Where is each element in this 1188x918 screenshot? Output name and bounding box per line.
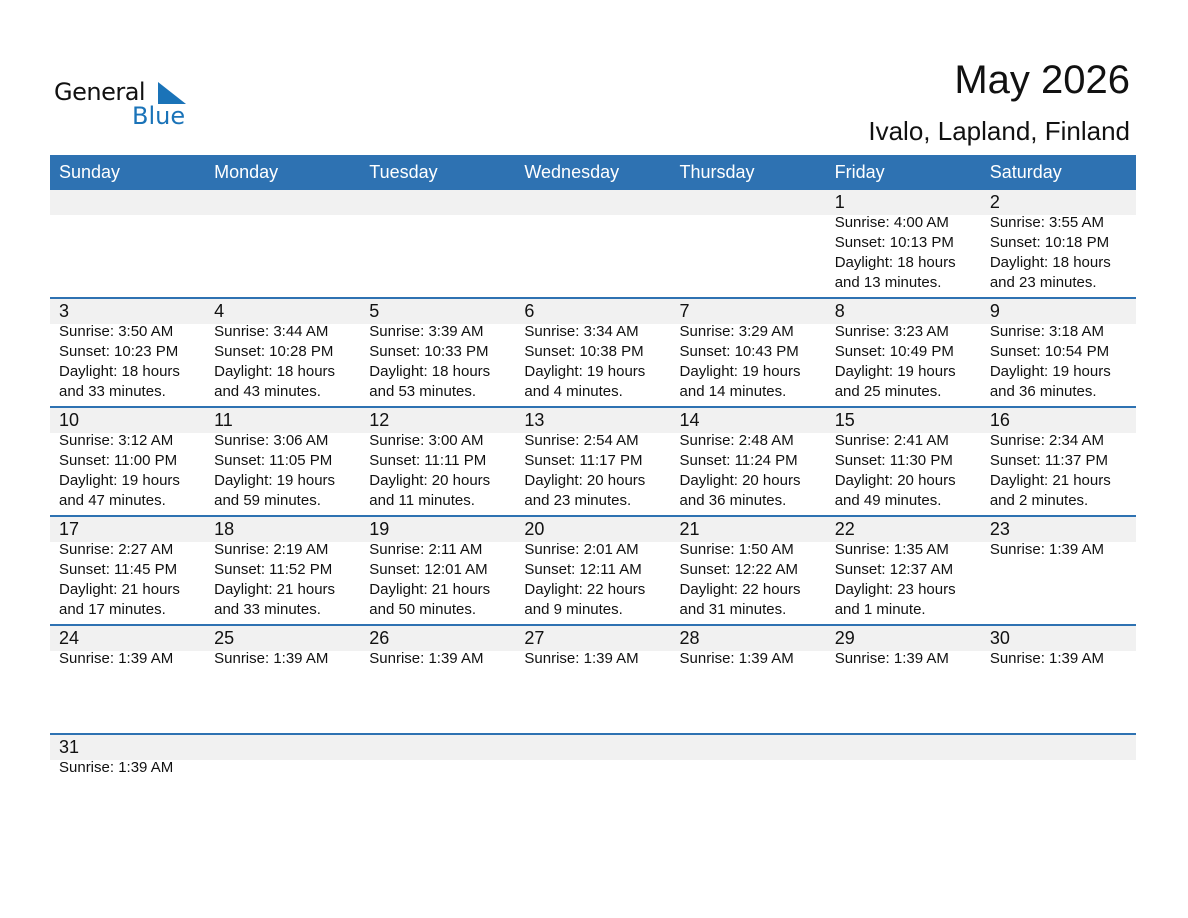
sun-info-line: Daylight: 20 hours [834,472,956,489]
weekday-thursday: Thursday [679,162,755,182]
day-number: 13 [524,410,545,430]
sun-info-line: and 59 minutes. [214,492,321,509]
sun-info-line: Sunset: 11:00 PM [59,452,178,469]
sun-info-line: Sunset: 10:18 PM [989,234,1110,251]
day-cell [981,299,1136,402]
sun-info-line: Sunset: 11:17 PM [524,452,643,469]
day-cell [515,517,670,620]
day-cell [205,408,360,511]
sun-info-line: Sunrise: 1:50 AM [679,541,794,558]
sun-info-line: and 50 minutes. [369,601,477,618]
weekday-tuesday: Tuesday [369,162,438,182]
sun-info-line: Sunset: 10:13 PM [834,234,954,251]
sun-info-line: Sunrise: 3:55 AM [989,214,1105,231]
sun-info-line: Sunrise: 1:39 AM [989,650,1105,667]
day-cell [826,190,981,293]
day-cell [50,735,205,778]
day-number: 25 [214,628,235,648]
sun-info-line: Sunset: 11:30 PM [834,452,953,469]
day-number: 2 [989,192,1000,212]
sun-info-line: and 23 minutes. [524,492,632,509]
day-cell [671,408,826,511]
sun-info-line: Sunrise: 1:39 AM [59,650,174,667]
sun-info-line: and 53 minutes. [369,383,477,400]
day-cell [671,626,826,669]
sun-info-line: Sunrise: 3:29 AM [679,323,794,340]
weekday-sunday: Sunday [59,162,121,182]
day-cell [50,517,205,620]
sun-info-line: Sunrise: 3:34 AM [524,323,639,340]
day-cell [826,517,981,620]
day-cell [50,408,205,511]
sun-info-line: Sunrise: 1:39 AM [989,541,1105,558]
logo-word-blue: Blue [132,102,186,130]
sun-info-line: Sunrise: 2:11 AM [369,541,483,558]
sun-info-line: and 49 minutes. [834,492,942,509]
sun-info-line: Sunrise: 1:39 AM [59,759,174,776]
day-number: 28 [679,628,700,648]
day-number: 7 [679,301,690,321]
day-number: 31 [59,737,80,757]
sun-info-line: Daylight: 18 hours [834,254,956,271]
sun-info-line: Sunset: 10:38 PM [524,343,644,360]
sun-info-line: Daylight: 21 hours [214,581,336,598]
sun-info-line: and 9 minutes. [524,601,623,618]
sun-info-line: and 11 minutes. [369,492,475,509]
general-blue-logo [54,78,194,130]
week-row [50,624,1136,733]
sun-info-line: Sunset: 10:54 PM [989,343,1110,360]
day-cell [360,517,515,620]
sun-info-line: Sunrise: 3:23 AM [834,323,949,340]
sun-info-line: and 33 minutes. [214,601,321,618]
week-row [50,190,1136,297]
day-number: 8 [834,301,845,321]
sun-info-line: Sunset: 10:28 PM [214,343,334,360]
day-cell [515,408,670,511]
day-number: 27 [524,628,545,648]
sun-info-line: Sunset: 11:24 PM [679,452,798,469]
sun-info-line: Sunrise: 3:50 AM [59,323,174,340]
sun-info-line: Sunset: 10:49 PM [834,343,954,360]
sun-info-line: Sunrise: 2:19 AM [214,541,329,558]
sun-info-line: and 13 minutes. [834,274,942,291]
day-cell [205,299,360,402]
day-number: 22 [834,519,855,539]
sun-info-line: Sunrise: 2:27 AM [59,541,174,558]
sun-info-line: Daylight: 20 hours [679,472,801,489]
day-cell [981,408,1136,511]
sun-info-line: Sunrise: 2:01 AM [524,541,639,558]
day-number: 29 [834,628,855,648]
day-number: 12 [369,410,390,430]
sun-info-line: Daylight: 21 hours [369,581,491,598]
sun-info-line: Daylight: 19 hours [214,472,336,489]
sun-info-line: Daylight: 18 hours [369,363,491,380]
day-cell [981,190,1136,293]
week-row [50,297,1136,406]
sun-info-line: Daylight: 21 hours [59,581,180,598]
sun-info-line: Sunset: 10:43 PM [679,343,799,360]
sun-info-line: and 4 minutes. [524,383,623,400]
week-row [50,515,1136,624]
sun-info-line: and 25 minutes. [834,383,942,400]
sun-info-line: Sunset: 12:37 AM [834,561,954,578]
page-title: May 2026 [954,58,1130,102]
sun-info-line: and 31 minutes. [679,601,787,618]
sun-info-line: Daylight: 19 hours [834,363,956,380]
day-cell [205,517,360,620]
day-cell [671,299,826,402]
day-cell [671,517,826,620]
weeks-container [50,190,1136,842]
weekday-saturday: Saturday [989,162,1062,182]
sun-info-line: and 47 minutes. [59,492,166,509]
sun-info-line: Daylight: 20 hours [524,472,646,489]
day-number: 10 [59,410,80,430]
sun-info-line: Daylight: 18 hours [59,363,180,380]
logo-word-general: General [54,78,146,106]
sun-info-line: Sunset: 12:01 AM [369,561,488,578]
sun-info-line: Sunrise: 3:12 AM [59,432,174,449]
day-cell [360,626,515,669]
day-number: 6 [524,301,535,321]
sun-info-line: Sunset: 11:05 PM [214,452,333,469]
day-cell [826,408,981,511]
day-cell [360,408,515,511]
weekday-header [50,155,1136,190]
sun-info-line: Sunset: 11:52 PM [214,561,333,578]
sun-info-line: Daylight: 22 hours [679,581,801,598]
sun-info-line: and 43 minutes. [214,383,321,400]
sun-info-line: Daylight: 19 hours [524,363,646,380]
sun-info-line: Sunrise: 2:48 AM [679,432,794,449]
day-cell [360,299,515,402]
day-cell [826,626,981,669]
sun-info-line: and 23 minutes. [989,274,1097,291]
sun-info-line: Sunset: 11:37 PM [989,452,1108,469]
day-cell [50,299,205,402]
sun-info-line: Sunrise: 3:00 AM [369,432,484,449]
sun-info-line: Daylight: 19 hours [679,363,801,380]
day-number-band [50,735,1136,760]
logo-triangle-icon [158,82,186,104]
sun-info-line: Daylight: 21 hours [989,472,1111,489]
sun-info-line: Sunrise: 3:18 AM [989,323,1105,340]
sun-info-line: Sunrise: 2:54 AM [524,432,639,449]
day-number: 14 [679,410,700,430]
sun-info-line: Daylight: 18 hours [214,363,336,380]
sun-info-line: Sunrise: 1:35 AM [834,541,949,558]
day-number: 15 [834,410,855,430]
day-cell [515,626,670,669]
day-number: 16 [989,410,1010,430]
sun-info-line: and 17 minutes. [59,601,166,618]
sun-info-line: Sunrise: 1:39 AM [834,650,949,667]
sun-info-line: Sunset: 10:33 PM [369,343,489,360]
sun-info-line: Sunset: 11:45 PM [59,561,178,578]
sun-info-line: and 33 minutes. [59,383,166,400]
sun-info-line: Daylight: 19 hours [59,472,180,489]
weekday-friday: Friday [834,162,885,182]
sun-info-line: and 1 minute. [834,601,926,618]
sun-info-line: and 36 minutes. [679,492,787,509]
weekday-monday: Monday [214,162,279,182]
day-number: 30 [989,628,1010,648]
sun-info-line: Sunrise: 4:00 AM [834,214,949,231]
sun-info-line: and 14 minutes. [679,383,787,400]
calendar-grid [50,155,1136,842]
sun-info-line: Daylight: 19 hours [989,363,1111,380]
sun-info-line: Daylight: 18 hours [989,254,1111,271]
sun-info-line: Sunset: 11:11 PM [369,452,487,469]
sun-info-line: Daylight: 22 hours [524,581,646,598]
sun-info-line: Sunrise: 1:39 AM [524,650,639,667]
sun-info-line: Daylight: 20 hours [369,472,491,489]
week-row [50,406,1136,515]
day-cell [981,517,1136,560]
weekday-wednesday: Wednesday [524,162,620,182]
day-number: 5 [369,301,380,321]
sun-info-line: Sunrise: 1:39 AM [369,650,484,667]
sun-info-line: Sunrise: 1:39 AM [679,650,794,667]
sun-info-line: and 2 minutes. [989,492,1089,509]
sun-info-line: Sunset: 12:22 AM [679,561,798,578]
day-number: 26 [369,628,390,648]
day-number: 17 [59,519,80,539]
sun-info-line: Sunset: 10:23 PM [59,343,179,360]
sun-info-line: Sunrise: 3:39 AM [369,323,484,340]
day-number: 24 [59,628,80,648]
day-number: 11 [214,410,233,430]
day-number: 4 [214,301,225,321]
sun-info-line: Sunrise: 3:06 AM [214,432,329,449]
day-number: 23 [989,519,1010,539]
day-number: 3 [59,301,70,321]
day-cell [826,299,981,402]
day-cell [515,299,670,402]
sun-info-line: Sunset: 12:11 AM [524,561,642,578]
sun-info-line: Sunrise: 3:44 AM [214,323,329,340]
sun-info-line: and 36 minutes. [989,383,1097,400]
week-row [50,733,1136,842]
sun-info-line: Sunrise: 1:39 AM [214,650,329,667]
day-cell [981,626,1136,669]
day-number: 19 [369,519,390,539]
day-number: 9 [989,301,1000,321]
sun-info-line: Sunrise: 2:41 AM [834,432,949,449]
day-cell [50,626,205,669]
sun-info-line: Sunrise: 2:34 AM [989,432,1105,449]
day-number: 1 [834,192,845,212]
day-number: 18 [214,519,235,539]
sun-info-line: Daylight: 23 hours [834,581,956,598]
day-number: 21 [679,519,700,539]
day-cell [205,626,360,669]
day-number: 20 [524,519,545,539]
location-subtitle: Ivalo, Lapland, Finland [868,116,1130,146]
